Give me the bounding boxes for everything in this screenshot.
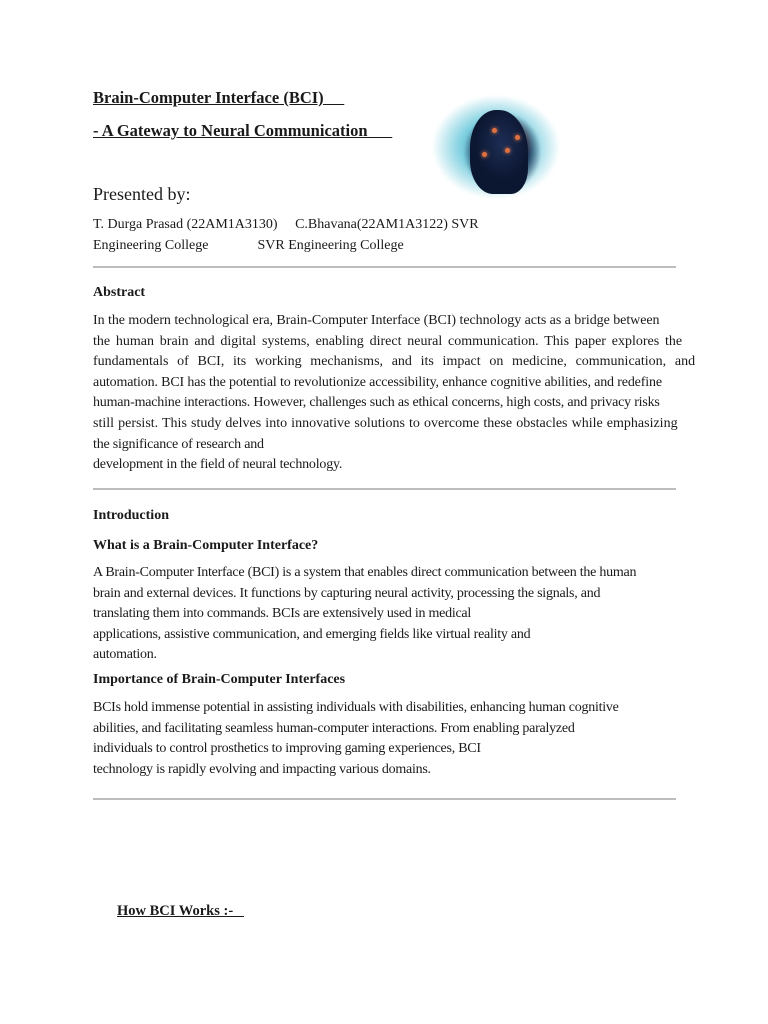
neuron-dot-icon: [482, 152, 487, 157]
divider: [93, 266, 676, 268]
neuron-dot-icon: [505, 148, 510, 153]
neuron-dot-icon: [515, 135, 520, 140]
abstract-line: the human brain and digital systems, enabling direct neural communication. This paper explores the: [93, 333, 683, 349]
title-line-2: - A Gateway to Neural Communication: [93, 121, 393, 140]
neuron-dot-icon: [492, 128, 497, 133]
bci-definition-subheading: What is a Brain-Computer Interface?: [93, 538, 319, 553]
importance-line: BCIs hold immense potential in assisting individuals with disabilities, enhancing human cognitive: [93, 700, 619, 715]
head-silhouette-icon: [470, 110, 528, 194]
abstract-line: fundamentals of BCI, its working mechanisms, and its impact on medicine, communication, and: [93, 354, 696, 370]
abstract-body: [93, 311, 696, 476]
importance-line: technology is rapidly evolving and impacting various domains.: [93, 761, 431, 777]
abstract-line: development in the field of neural technology.: [93, 457, 343, 473]
presenters-line-2: Engineering College SVR Engineering College: [93, 238, 404, 253]
abstract-line: human-machine interactions. However, challenges such as ethical concerns, high costs, and privacy risks: [93, 395, 660, 411]
abstract-line: still persist. This study delves into innovative solutions to overcome these obstacles while emphasizing: [93, 415, 678, 431]
abstract-line: automation. BCI has the potential to revolutionize accessibility, enhance cognitive abilities, and redefine: [93, 374, 662, 390]
importance-line: individuals to control prosthetics to improving gaming experiences, BCI: [93, 741, 481, 757]
intro-line: A Brain-Computer Interface (BCI) is a system that enables direct communication between the human: [93, 565, 637, 580]
intro-line: applications, assistive communication, and emerging fields like virtual reality and: [93, 626, 531, 642]
intro-line: translating them into commands. BCIs are extensively used in medical: [93, 606, 472, 622]
intro-line: automation.: [93, 647, 157, 663]
divider: [93, 798, 676, 800]
intro-line: brain and external devices. It functions by capturing neural activity, processing the signals, and: [93, 585, 601, 601]
presenters-line-1: T. Durga Prasad (22AM1A3130) C.Bhavana(22AM1A3122) SVR: [93, 217, 479, 232]
divider: [93, 488, 676, 490]
abstract-line: In the modern technological era, Brain-Computer Interface (BCI) technology acts as a bridge between: [93, 313, 660, 328]
abstract-heading: Abstract: [93, 285, 146, 300]
how-bci-works-heading: How BCI Works :-: [117, 903, 245, 919]
title-line-1: Brain-Computer Interface (BCI): [93, 88, 345, 107]
presented-by-label: Presented by:: [93, 184, 191, 204]
importance-line: abilities, and facilitating seamless human-computer interactions. From enabling paralyzed: [93, 720, 575, 736]
introduction-heading: Introduction: [93, 508, 169, 523]
importance-heading: Importance of Brain-Computer Interfaces: [93, 672, 346, 687]
abstract-line: the significance of research and: [93, 436, 264, 452]
introduction-body: [93, 563, 636, 666]
importance-body: [93, 698, 619, 780]
